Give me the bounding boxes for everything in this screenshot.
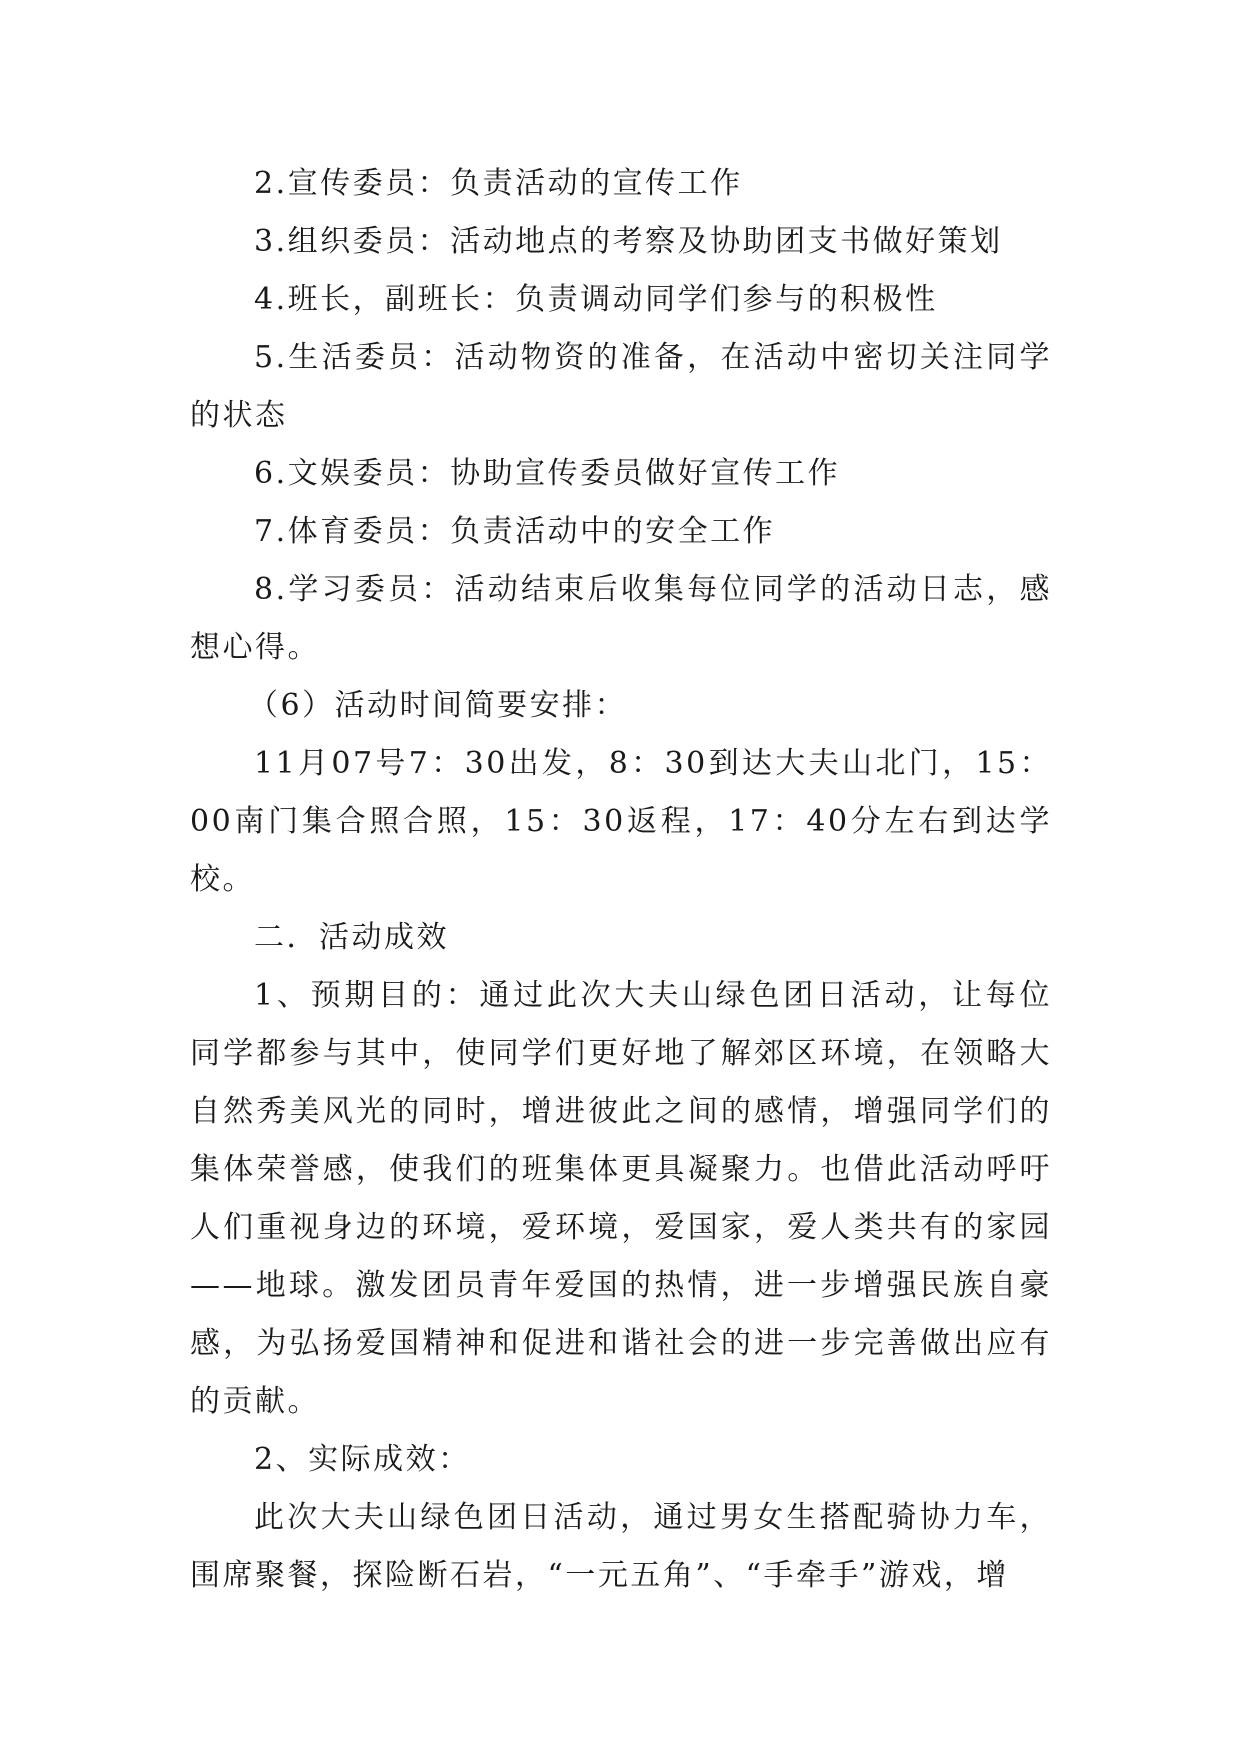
paragraph-actual-results: 此次大夫山绿色团日活动，通过男女生搭配骑协力车，围席聚餐，探险断石岩，“一元五角”、“手牵手”游戏，增 — [190, 1500, 1052, 1593]
paragraph-organization-member: 3.组织委员：活动地点的考察及协助团支书做好策划 — [254, 224, 1003, 259]
section-heading-actual-results: 2、实际成效： — [254, 1442, 471, 1477]
paragraph-expected-goal: 1、预期目的：通过此次大夫山绿色团日活动，让每位同学都参与其中，使同学们更好地了解郊区环境，在领略大自然秀美风光的同时，增进彼此之间的感情，增强同学们的集体荣誉感，使我们的班集体更具凝聚力。也借此活动呼吁人们重视身边的环境，爱环境，爱国家，爱人类共有的家园——地球。激发团员青年爱国的热情，进一步增强民族自豪感，为弘扬爱国精神和促进和谐社会的进一步完善做出应有的贡献。 — [190, 978, 1052, 1419]
paragraph-life-member: 5.生活委员：活动物资的准备，在活动中密切关注同学的状态 — [190, 340, 1052, 433]
paragraph-sports-member: 7.体育委员：负责活动中的安全工作 — [254, 514, 776, 549]
section-heading-schedule: （6）活动时间简要安排： — [248, 688, 628, 723]
paragraph-entertainment-member: 6.文娱委员：协助宣传委员做好宣传工作 — [254, 456, 841, 491]
document-body — [190, 155, 1052, 1605]
paragraph-schedule: 11月07号7：30出发，8：30到达大夫山北门，15：00南门集合照合照，15：30返程，17：40分左右到达学校。 — [190, 746, 1052, 897]
section-heading-results: 二．活动成效 — [254, 920, 449, 955]
paragraph-class-monitor: 4.班长，副班长：负责调动同学们参与的积极性 — [254, 282, 938, 317]
paragraph-study-member: 8.学习委员：活动结束后收集每位同学的活动日志，感想心得。 — [190, 572, 1052, 665]
paragraph-publicity-member: 2.宣传委员：负责活动的宣传工作 — [254, 166, 743, 201]
